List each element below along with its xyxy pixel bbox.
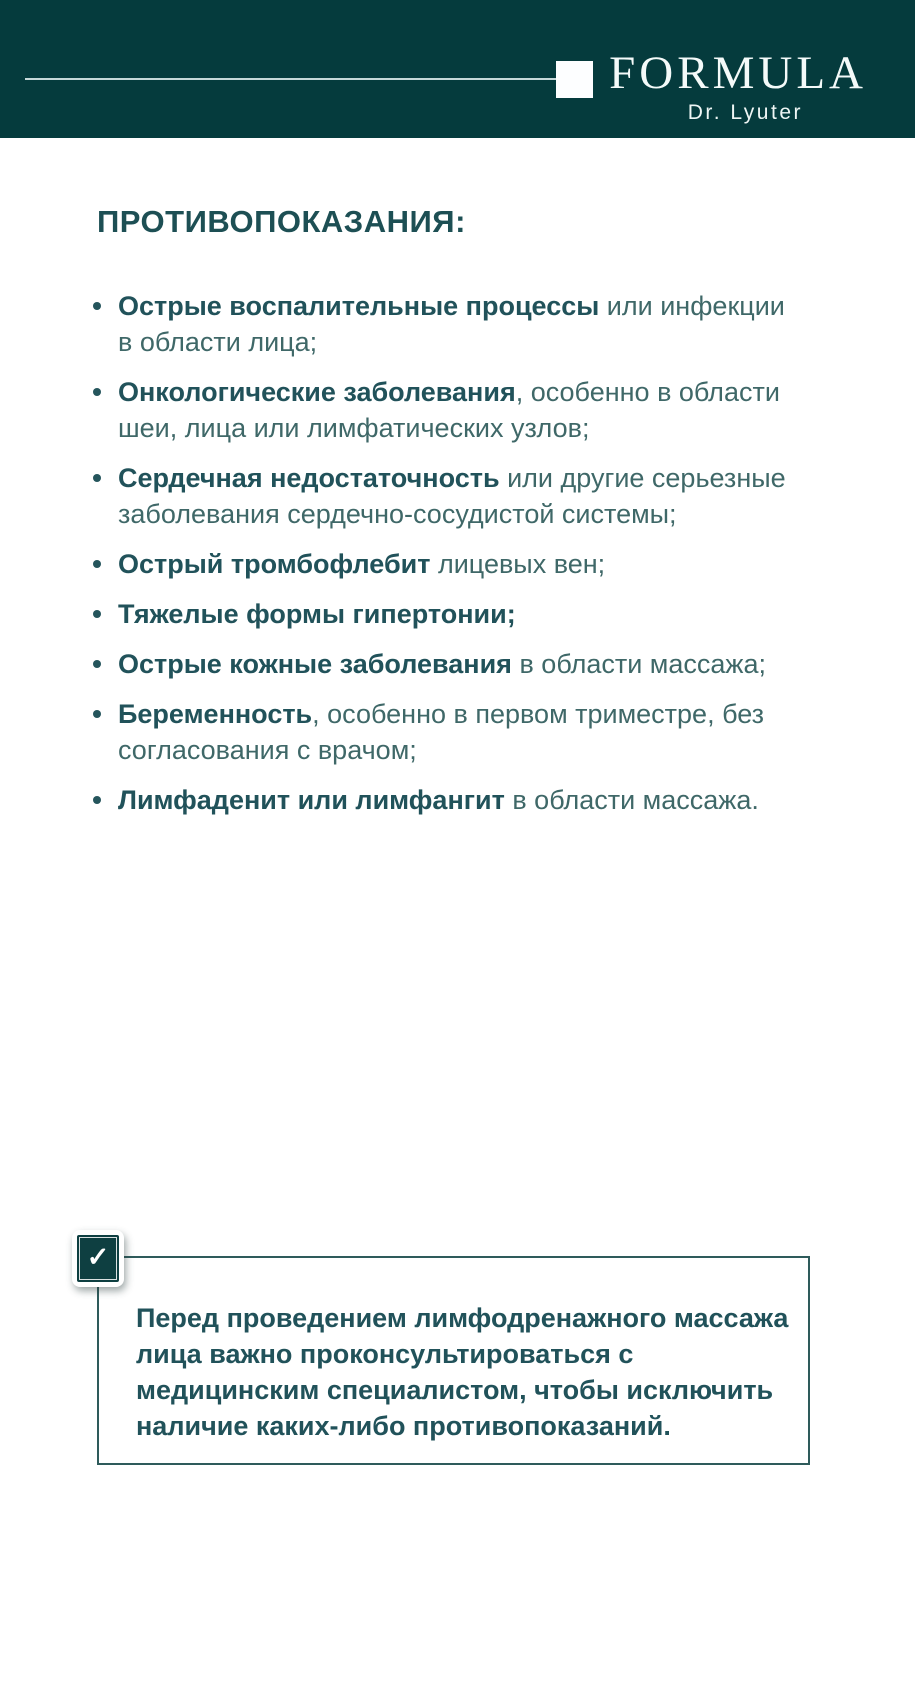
bullet-icon — [93, 610, 101, 618]
list-item — [118, 646, 786, 682]
list-item — [118, 288, 786, 360]
bullet-icon — [93, 560, 101, 568]
list-item-bold: Тяжелые формы гипертонии; — [118, 599, 516, 629]
bullet-icon — [93, 474, 101, 482]
checkmark-icon: ✓ — [86, 1242, 110, 1272]
list-item-rest: в области массажа; — [511, 649, 766, 679]
bullet-icon — [93, 660, 101, 668]
bullet-icon — [93, 388, 101, 396]
list-item — [118, 460, 786, 532]
list-item-rest: или инфекции в области лица; — [118, 291, 785, 357]
brand-subtitle: Dr. Lyuter — [687, 101, 803, 124]
checkbox-icon — [77, 1235, 119, 1282]
contraindications-list — [118, 288, 786, 832]
list-item-bold: Беременность — [118, 699, 313, 729]
list-item — [118, 696, 786, 768]
list-item-rest: в области массажа. — [504, 785, 759, 815]
list-item-rest: , особенно в области шеи, лица или лимфатических узлов; — [118, 377, 780, 443]
list-item-bold: Онкологические заболевания — [118, 377, 516, 407]
brand-logo: FORMULA — [609, 47, 867, 99]
list-item — [118, 782, 786, 818]
header-divider-line — [25, 78, 556, 80]
list-item-rest: лицевых вен; — [430, 549, 606, 579]
list-item-bold: Острые кожные заболевания — [118, 649, 512, 679]
bullet-icon — [93, 302, 101, 310]
list-item — [118, 546, 786, 582]
list-item-bold: Лимфаденит или лимфангит — [118, 785, 505, 815]
header-banner — [0, 0, 915, 138]
checkbox-badge — [72, 1230, 124, 1287]
page-title: ПРОТИВОПОКАЗАНИЯ: — [97, 204, 466, 239]
brand-square-icon — [556, 61, 593, 98]
note-box — [97, 1256, 810, 1465]
list-item-rest: или другие серьезные заболевания сердечно-сосудистой системы; — [118, 463, 786, 529]
list-item — [118, 374, 786, 446]
note-text: Перед проведением лимфодренажного массажа лица важно проконсультироваться с медицинским специалистом, чтобы исключить наличие каких-либо противопоказаний. — [136, 1303, 789, 1441]
list-item-rest: , особенно в первом триместре, без согласования с врачом; — [118, 699, 765, 765]
bullet-icon — [93, 796, 101, 804]
list-item-bold: Острые воспалительные процессы — [118, 291, 600, 321]
bullet-icon — [93, 710, 101, 718]
list-item — [118, 596, 786, 632]
list-item-bold: Сердечная недостаточность — [118, 463, 500, 493]
list-item-bold: Острый тромбофлебит — [118, 549, 431, 579]
